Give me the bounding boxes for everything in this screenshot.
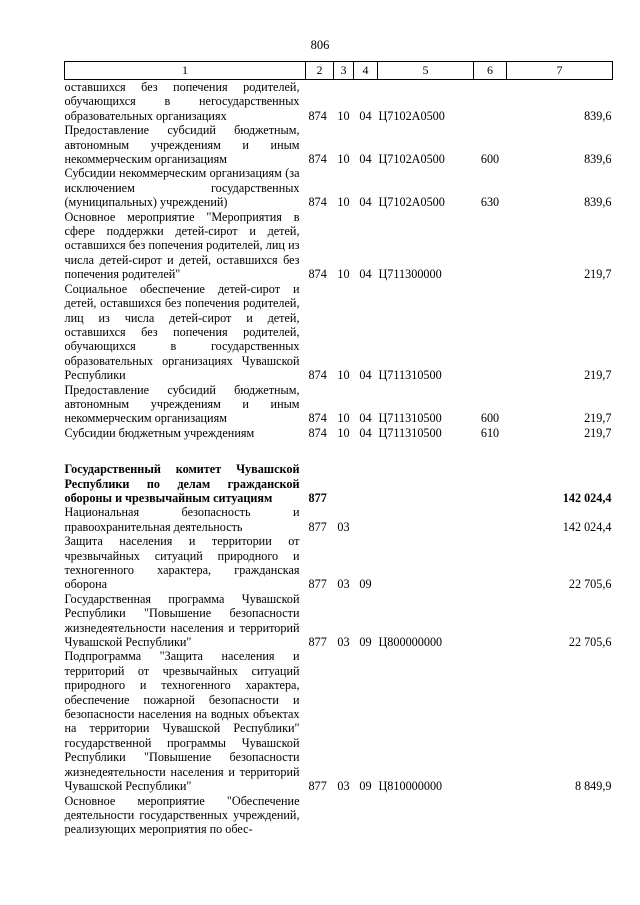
expense-type-code-cell: 600 xyxy=(480,411,500,426)
expense-type-code-cell: 600 xyxy=(480,152,500,167)
amount-cell: 839,6 xyxy=(584,152,612,167)
target-article-code-cell: Ц7102А0500 xyxy=(378,152,445,167)
ministry-code-cell: 874 xyxy=(308,411,327,426)
amount-cell: 142 024,4 xyxy=(562,490,612,505)
item-name-cell: Социальное обеспечение детей-сирот и детей, оставшихся без попечения родителей, лиц из числа детей-сирот и детей, оставшихся без попечения родителей, обучающихся в государственных образовательных организациях Чувашской Республики xyxy=(64,281,300,383)
subsection-code-cell: 04 xyxy=(359,267,372,282)
expense-type-code-cell xyxy=(474,210,507,282)
expense-type-code-cell xyxy=(474,649,507,793)
subsection-code-cell: 09 xyxy=(359,635,372,650)
target-article-code-cell: Ц711310500 xyxy=(378,411,442,426)
table-row xyxy=(65,592,613,650)
expense-type-code-cell: 610 xyxy=(480,425,500,440)
amount-cell: 219,7 xyxy=(584,425,612,440)
section-code-cell: 10 xyxy=(337,152,350,167)
ministry-code-cell: 874 xyxy=(308,152,327,167)
header-cell: 5 xyxy=(378,62,474,80)
item-name-cell: Субсидии бюджетным учреждениям xyxy=(64,425,255,440)
ministry-code-cell: 874 xyxy=(308,108,327,123)
section-code-cell: 03 xyxy=(337,519,350,534)
expense-type-code-cell: 630 xyxy=(480,195,500,210)
amount-cell: 8 849,9 xyxy=(574,779,612,794)
table-row xyxy=(65,282,613,383)
ministry-code-cell: 874 xyxy=(308,195,327,210)
ministry-code-cell: 877 xyxy=(308,519,327,534)
table-row xyxy=(65,123,613,166)
header-row xyxy=(65,62,613,80)
table-row xyxy=(65,505,613,534)
subsection-code-cell: 04 xyxy=(359,195,372,210)
table-row xyxy=(65,80,613,124)
target-article-code-cell: Ц810000000 xyxy=(378,779,443,794)
target-article-code-cell xyxy=(378,505,474,534)
budget-table xyxy=(64,61,613,837)
amount-cell: 219,7 xyxy=(584,411,612,426)
expense-type-code-cell xyxy=(474,462,507,505)
header-cell: 2 xyxy=(306,62,334,80)
subsection-code-cell: 04 xyxy=(359,368,372,383)
item-name-cell: оставшихся без попечения родителей, обучающихся в негосударственных образовательных организациях xyxy=(64,80,300,123)
item-name-cell: Подпрограмма "Защита населения и территорий от чрезвычайных ситуаций природного и техногенного характера, обеспечение пожарной безопасности и безопасности населения на водных объектах на территории Чувашской Республики" государственной программы Чувашской Республики "Повышение безопасности жизнедеятельности населения и территорий Чувашской Республики" xyxy=(64,649,300,794)
table-row xyxy=(65,210,613,282)
amount-cell: 839,6 xyxy=(584,108,612,123)
item-name-cell: Государственный комитет Чувашской Республики по делам гражданской обороны и чрезвычайным ситуациям xyxy=(64,462,300,505)
subsection-code-cell: 04 xyxy=(359,152,372,167)
section-code-cell: 03 xyxy=(337,635,350,650)
expense-type-code-cell xyxy=(474,534,507,592)
ministry-code-cell: 874 xyxy=(308,425,327,440)
header-cell: 7 xyxy=(507,62,613,80)
header-cell: 3 xyxy=(334,62,354,80)
item-name-cell: Защита населения и территории от чрезвычайных ситуаций природного и техногенного характера, гражданская оборона xyxy=(64,534,300,592)
table-row xyxy=(65,534,613,592)
header-cell: 1 xyxy=(65,62,306,80)
target-article-code-cell xyxy=(378,534,474,592)
header-cell: 6 xyxy=(474,62,507,80)
spacer-row xyxy=(65,440,613,462)
target-article-code-cell xyxy=(378,462,474,505)
item-name-cell: Основное мероприятие "Обеспечение деятельности государственных учреждений, реализующих мероприятия по обес- xyxy=(64,793,300,837)
section-code-cell: 10 xyxy=(337,411,350,426)
target-article-code-cell: Ц711300000 xyxy=(378,267,442,282)
expense-type-code-cell xyxy=(474,80,507,124)
item-name-cell: Предоставление субсидий бюджетным, автономным учреждениям и иным некоммерческим организациям xyxy=(64,382,300,426)
target-article-code-cell: Ц7102А0500 xyxy=(378,108,445,123)
header-cell: 4 xyxy=(354,62,378,80)
expense-type-code-cell xyxy=(474,592,507,650)
table-row xyxy=(65,462,613,505)
table-row xyxy=(65,794,613,837)
subsection-code-cell xyxy=(354,794,378,837)
subsection-code-cell: 04 xyxy=(359,425,372,440)
expense-type-code-cell xyxy=(474,794,507,837)
amount-cell: 839,6 xyxy=(584,195,612,210)
subsection-code-cell: 09 xyxy=(359,577,372,592)
subsection-code-cell: 04 xyxy=(359,411,372,426)
section-code-cell: 10 xyxy=(337,267,350,282)
ministry-code-cell xyxy=(306,794,334,837)
subsection-code-cell: 09 xyxy=(359,779,372,794)
amount-cell: 22 705,6 xyxy=(568,635,612,650)
ministry-code-cell: 877 xyxy=(308,490,327,505)
section-code-cell: 10 xyxy=(337,368,350,383)
subsection-code-cell: 04 xyxy=(359,108,372,123)
page-number: 806 xyxy=(310,38,330,52)
target-article-code-cell: Ц711310500 xyxy=(378,368,442,383)
item-name-cell: Предоставление субсидий бюджетным, автономным учреждениям и иным некоммерческим организациям xyxy=(64,123,300,167)
amount-cell: 219,7 xyxy=(584,267,612,282)
item-name-cell: Основное мероприятие "Мероприятия в сфере поддержки детей-сирот и детей, оставшихся без попечения родителей, лиц из числа детей-сирот и детей, оставшихся без попечения родителей" xyxy=(64,209,300,282)
ministry-code-cell: 874 xyxy=(308,368,327,383)
amount-cell: 142 024,4 xyxy=(562,519,612,534)
target-article-code-cell: Ц711310500 xyxy=(378,425,442,440)
ministry-code-cell: 877 xyxy=(308,779,327,794)
target-article-code-cell xyxy=(378,794,474,837)
ministry-code-cell: 874 xyxy=(308,267,327,282)
section-code-cell: 10 xyxy=(337,108,350,123)
section-code-cell: 03 xyxy=(337,577,350,592)
section-code-cell: 10 xyxy=(337,425,350,440)
ministry-code-cell: 877 xyxy=(308,635,327,650)
spacer-cell xyxy=(65,440,613,462)
section-code-cell xyxy=(334,462,354,505)
target-article-code-cell: Ц7102А0500 xyxy=(378,195,445,210)
table-row xyxy=(65,426,613,440)
table-row xyxy=(65,383,613,426)
table-row xyxy=(65,649,613,793)
ministry-code-cell: 877 xyxy=(308,577,327,592)
item-name-cell: Государственная программа Чувашской Республики "Повышение безопасности жизнедеятельности населения и территорий Чувашской Республики" xyxy=(64,591,300,650)
subsection-code-cell xyxy=(354,505,378,534)
section-code-cell: 03 xyxy=(337,779,350,794)
item-name-cell: Национальная безопасность и правоохранительная деятельность xyxy=(64,505,300,534)
amount-cell xyxy=(507,794,613,837)
item-name-cell: Субсидии некоммерческим организациям (за исключением государственных (муниципальных) учреждений) xyxy=(64,166,300,210)
subsection-code-cell xyxy=(354,462,378,505)
target-article-code-cell: Ц800000000 xyxy=(378,635,443,650)
section-code-cell xyxy=(334,794,354,837)
table-row xyxy=(65,166,613,209)
expense-type-code-cell xyxy=(474,505,507,534)
expense-type-code-cell xyxy=(474,282,507,383)
amount-cell: 219,7 xyxy=(584,368,612,383)
section-code-cell: 10 xyxy=(337,195,350,210)
amount-cell: 22 705,6 xyxy=(568,577,612,592)
